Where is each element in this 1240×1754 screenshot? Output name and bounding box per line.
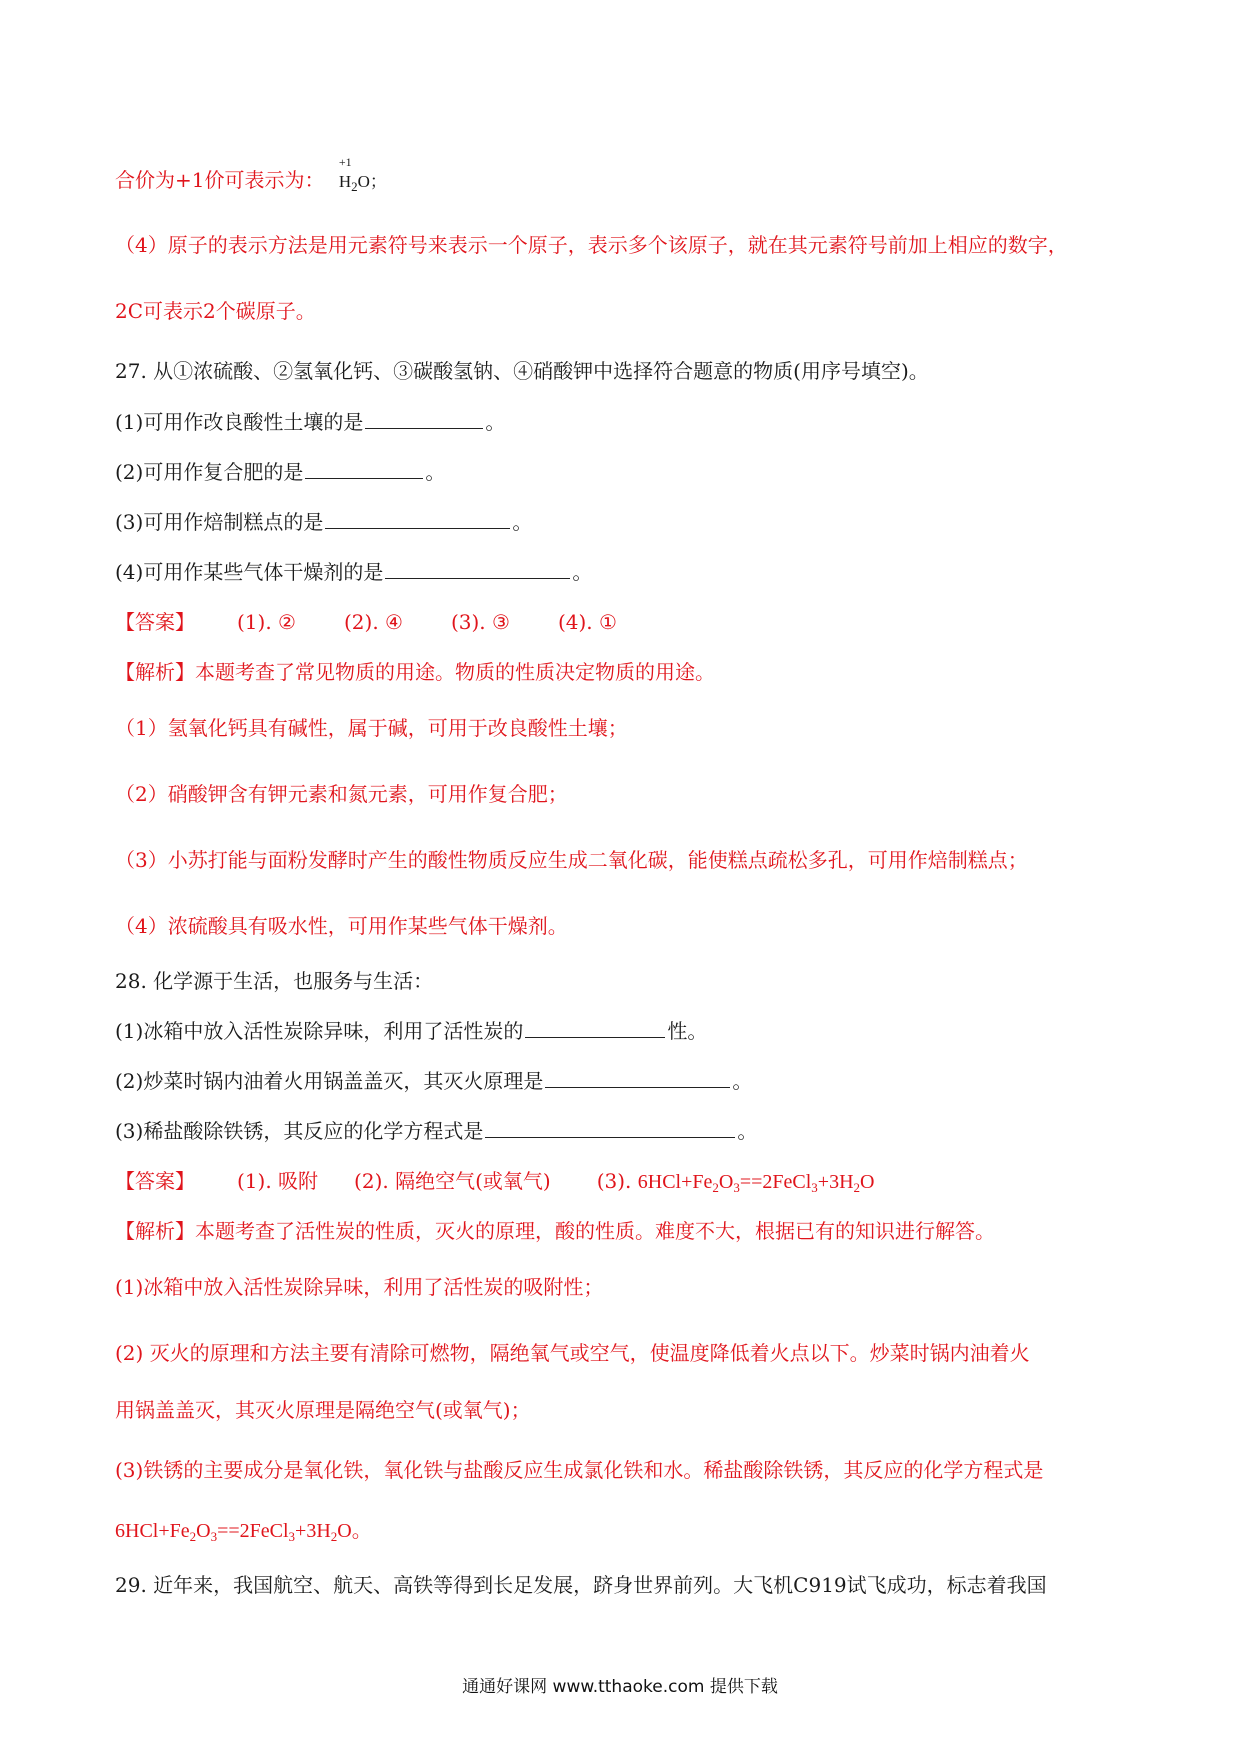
formula-o: O；: [357, 172, 387, 191]
q27-item-3-text: (3)可用作焙制糕点的是: [115, 510, 324, 534]
valence-line: [115, 155, 387, 196]
valence-charge: +1: [338, 155, 352, 169]
period: 。: [351, 1518, 372, 1542]
q28-answer: [115, 1167, 874, 1196]
q27-explain-1: （1）氢氧化钙具有碱性，属于碱，可用于改良酸性土壤；: [115, 716, 628, 740]
q28-item-3-text: (3)稀盐酸除铁锈，其反应的化学方程式是: [115, 1119, 484, 1143]
q27-explain-2: （2）硝酸钾含有钾元素和氮元素，可用作复合肥；: [115, 782, 568, 806]
q27-stem: 27. 从①浓硫酸、②氢氧化钙、③碳酸氢钠、④硝酸钾中选择符合题意的物质(用序号填空)。: [115, 359, 929, 383]
q28-analysis: [115, 1217, 995, 1245]
q28-item-1-end: 性。: [667, 1019, 708, 1043]
q27-explain-4: （4）浓硫酸具有吸水性，可用作某些气体干燥剂。: [115, 914, 568, 938]
q27-analysis: [115, 658, 715, 686]
answer-blank[interactable]: [545, 1067, 730, 1088]
answer-blank[interactable]: [525, 1017, 665, 1038]
period: 。: [572, 560, 593, 584]
q28-explain-2-line1: (2) 灭火的原理和方法主要有清除可燃物，隔绝氧气或空气，使温度降低着火点以下。炒菜时锅内油着火: [115, 1341, 1030, 1365]
period: 。: [512, 510, 533, 534]
analysis-label: 【解析】: [115, 660, 195, 684]
answer-2: (2). ④: [343, 610, 403, 634]
period: 。: [732, 1069, 753, 1093]
formula-h: H: [338, 172, 352, 191]
q28-item-1-text: (1)冰箱中放入活性炭除异味，利用了活性炭的: [115, 1019, 524, 1043]
answer-label: 【答案】: [115, 1169, 195, 1193]
valence-text: 合价为+1价可表示为：: [115, 168, 325, 192]
q27-item-4-text: (4)可用作某些气体干燥剂的是: [115, 560, 384, 584]
q27-explain-3: （3）小苏打能与面粉发酵时产生的酸性物质反应生成二氧化碳，能使糕点疏松多孔，可用作焙制糕点；: [115, 848, 1028, 872]
q28-stem: 28. 化学源于生活，也服务与生活：: [115, 969, 434, 993]
answer-blank[interactable]: [325, 508, 510, 529]
q27-item-1-text: (1)可用作改良酸性土壤的是: [115, 410, 364, 434]
answer-blank[interactable]: [485, 1117, 735, 1138]
q28-item-2: [115, 1067, 752, 1095]
answer-blank[interactable]: [385, 558, 570, 579]
q27-item-1: [115, 408, 505, 436]
answer-1: (1). 吸附: [237, 1169, 319, 1193]
q28-explain-3-line2: [115, 1516, 372, 1545]
analysis-label: 【解析】: [115, 1219, 195, 1243]
answer-blank[interactable]: [305, 458, 423, 479]
period: 。: [425, 460, 446, 484]
analysis-text: 本题考查了常见物质的用途。物质的性质决定物质的用途。: [195, 660, 715, 684]
q28-item-2-text: (2)炒菜时锅内油着火用锅盖盖灭，其灭火原理是: [115, 1069, 544, 1093]
q27-item-4: [115, 558, 592, 586]
answer-label: 【答案】: [115, 610, 195, 634]
explanation-4-line2: 2C可表示2个碳原子。: [115, 299, 316, 323]
answer-1: (1). ②: [237, 610, 296, 634]
period: 。: [737, 1119, 758, 1143]
q29-stem: 29. 近年来，我国航空、航天、高铁等得到长足发展，跻身世界前列。大飞机C919试飞成功，标志着我国: [115, 1573, 1047, 1597]
q28-explain-2-line2: 用锅盖盖灭，其灭火原理是隔绝空气(或氧气)；: [115, 1398, 531, 1422]
q28-item-1: [115, 1017, 707, 1045]
q28-explain-3-line1: (3)铁锈的主要成分是氧化铁，氧化铁与盐酸反应生成氯化铁和水。稀盐酸除铁锈，其反应的化学方程式是: [115, 1458, 1044, 1482]
analysis-text: 本题考查了活性炭的性质，灭火的原理，酸的性质。难度不大，根据已有的知识进行解答。: [195, 1219, 995, 1243]
answer-2: (2). 隔绝空气(或氧气): [354, 1169, 551, 1193]
q27-item-2-text: (2)可用作复合肥的是: [115, 460, 304, 484]
answer-3-label: (3).: [596, 1169, 638, 1193]
explanation-4-line1: （4）原子的表示方法是用元素符号来表示一个原子，表示多个该原子，就在其元素符号前加上相应的数字，: [115, 233, 1068, 257]
q28-explain-1: (1)冰箱中放入活性炭除异味，利用了活性炭的吸附性；: [115, 1275, 604, 1299]
answer-4: (4). ①: [557, 610, 617, 634]
answer-3: (3). ③: [450, 610, 510, 634]
q28-item-3: [115, 1117, 757, 1145]
q27-item-2: [115, 458, 445, 486]
formula-sub: 2: [351, 179, 358, 194]
page-footer: 通通好课网 www.tthaoke.com 提供下载: [462, 1677, 778, 1697]
q28-explain-equation: $6HCl+Fe_2O_3==2FeCl_3+3H_2O$: [115, 1520, 352, 1544]
answer-blank[interactable]: [365, 408, 483, 429]
period: 。: [485, 410, 506, 434]
answer-3-equation: $6HCl+Fe_2O_3==2FeCl_3+3H_2O$: [637, 1171, 875, 1195]
valence-formula: [338, 155, 387, 196]
q27-answer: [115, 608, 617, 636]
q27-item-3: [115, 508, 532, 536]
